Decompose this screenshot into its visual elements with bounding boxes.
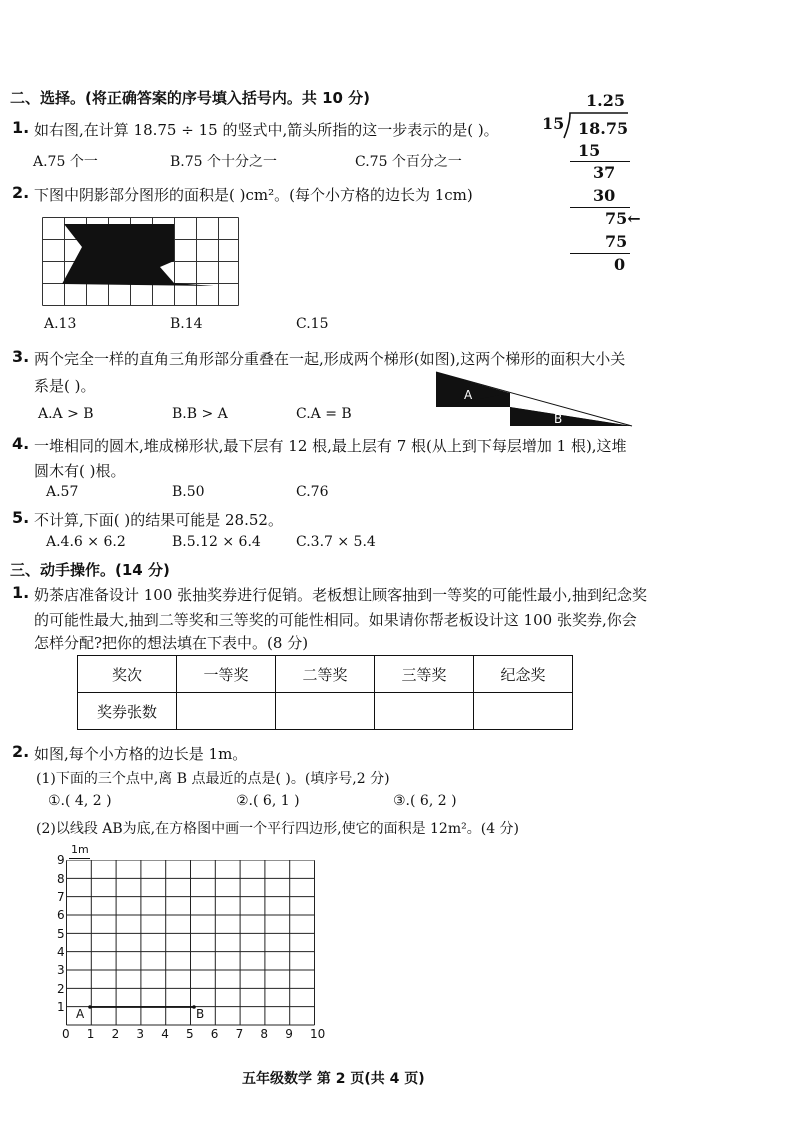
y-tick-label: 2 — [57, 981, 65, 996]
prize-table — [77, 655, 573, 730]
answer-cell-third-prize[interactable] — [375, 693, 474, 730]
s3-q2-sub1-option-1[interactable]: ①.( 4, 2 ) — [48, 793, 112, 809]
table-header-cell: 奖次 — [78, 656, 177, 693]
x-tick-label: 1 — [86, 1027, 95, 1041]
y-tick-label: 9 — [57, 853, 65, 868]
division-divisor: 15 — [542, 114, 565, 133]
division-dividend: 18.75 — [578, 119, 629, 138]
q3-text-line2: 系是( )。 — [34, 377, 96, 395]
s3-q2-number: 2. — [12, 742, 30, 761]
division-remainder: 0 — [614, 255, 626, 274]
y-tick-label: 4 — [57, 945, 65, 959]
x-tick-label: 8 — [260, 1027, 269, 1041]
q2-option-c[interactable]: C.15 — [296, 316, 329, 332]
q4-text-line2: 圆木有( )根。 — [34, 462, 126, 480]
q4-text-line1: 一堆相同的圆木,堆成梯形状,最下层有 12 根,最上层有 7 根(从上到下每层增加 1 根),这堆 — [34, 437, 627, 455]
s3-q2-text: 如图,每个小方格的边长是 1m。 — [34, 745, 248, 763]
s3-q1-number: 1. — [12, 583, 30, 602]
division-rule — [570, 161, 630, 162]
answer-cell-souvenir-prize[interactable] — [474, 693, 573, 730]
q5-number: 5. — [12, 508, 30, 527]
y-tick-label: 7 — [57, 890, 65, 905]
answer-cell-second-prize[interactable] — [276, 693, 375, 730]
x-tick-label: 4 — [161, 1027, 169, 1041]
q4-option-a[interactable]: A.57 — [46, 484, 79, 500]
division-quotient: 1.25 — [586, 91, 625, 110]
q2-shaded-grid — [42, 217, 240, 307]
division-step: 37 — [593, 163, 616, 182]
q3-option-a[interactable]: A.A > B — [38, 406, 94, 422]
q5-text: 不计算,下面( )的结果可能是 28.52。 — [34, 511, 283, 529]
table-header-cell: 纪念奖 — [474, 656, 573, 693]
y-tick-label: 3 — [57, 963, 65, 978]
s3-q2-sub1-option-3[interactable]: ③.( 6, 2 ) — [393, 793, 457, 809]
division-step-arrow: 75← — [605, 209, 641, 228]
q3-option-c[interactable]: C.A = B — [296, 406, 352, 422]
q3-text-line1: 两个完全一样的直角三角形部分重叠在一起,形成两个梯形(如图),这两个梯形的面积大小关 — [34, 350, 626, 368]
division-step: 75 — [605, 232, 628, 251]
page-footer: 五年级数学 第 2 页(共 4 页) — [242, 1071, 425, 1087]
q2-text: 下图中阴影部分图形的面积是( )cm²。(每个小方格的边长为 1cm) — [34, 186, 473, 204]
grid-unit-bar — [69, 858, 90, 859]
coordinate-grid-lines — [66, 860, 318, 1026]
q3-number: 3. — [12, 347, 30, 366]
table-header-cell: 三等奖 — [375, 656, 474, 693]
q3-trapezoid-figure — [432, 370, 638, 430]
x-tick-label: 5 — [186, 1027, 194, 1041]
y-tick-label: 1 — [57, 1000, 65, 1014]
x-tick-label: 0 — [62, 1027, 70, 1041]
answer-cell-first-prize[interactable] — [177, 693, 276, 730]
division-step: 30 — [593, 186, 616, 205]
section-2-title: 二、选择。(将正确答案的序号填入括号内。共 10 分) — [10, 89, 371, 107]
s3-q1-line3: 怎样分配?把你的想法填在下表中。(8 分) — [34, 634, 309, 652]
s3-q1-line2: 的可能性最大,抽到二等奖和三等奖的可能性相同。如果请你帮老板设计这 100 张奖券,你会 — [34, 611, 637, 629]
q3-label-a: A — [464, 388, 473, 402]
x-tick-label: 3 — [136, 1027, 145, 1041]
grid-unit-label: 1m — [71, 843, 89, 856]
q4-option-c[interactable]: C.76 — [296, 484, 329, 500]
q5-option-c[interactable]: C.3.7 × 5.4 — [296, 534, 376, 550]
division-rule — [570, 207, 630, 208]
q2-option-a[interactable]: A.13 — [44, 316, 77, 332]
q1-option-b[interactable]: B.75 个十分之一 — [170, 154, 278, 170]
table-row — [78, 656, 573, 693]
s3-q1-line1: 奶茶店准备设计 100 张抽奖券进行促销。老板想让顾客抽到一等奖的可能性最小,抽到纪念奖 — [34, 586, 647, 604]
q4-option-b[interactable]: B.50 — [172, 484, 205, 500]
q2-number: 2. — [12, 183, 30, 202]
table-header-cell: 二等奖 — [276, 656, 375, 693]
table-row — [78, 693, 573, 730]
q2-option-b[interactable]: B.14 — [170, 316, 203, 332]
x-tick-label: 9 — [285, 1027, 293, 1041]
division-rule — [570, 253, 630, 254]
division-step: 15 — [578, 141, 601, 160]
q1-text: 如右图,在计算 18.75 ÷ 15 的竖式中,箭头所指的这一步表示的是( )。 — [34, 121, 499, 139]
q5-option-a[interactable]: A.4.6 × 6.2 — [46, 534, 126, 550]
q3-label-b: B — [554, 412, 563, 426]
x-tick-label: 7 — [235, 1027, 244, 1041]
q5-option-b[interactable]: B.5.12 × 6.4 — [172, 534, 261, 550]
table-row-label: 奖券张数 — [78, 693, 177, 730]
y-tick-label: 6 — [57, 908, 65, 923]
s3-q2-sub1: (1)下面的三个点中,离 B 点最近的点是( )。(填序号,2 分) — [36, 771, 390, 787]
section-3-title: 三、动手操作。(14 分) — [10, 561, 170, 579]
table-header-cell: 一等奖 — [177, 656, 276, 693]
s3-q2-sub1-option-2[interactable]: ②.( 6, 1 ) — [236, 793, 300, 809]
x-tick-label: 6 — [210, 1027, 219, 1041]
q1-option-a[interactable]: A.75 个一 — [33, 154, 98, 170]
y-tick-label: 5 — [57, 926, 65, 941]
x-tick-label: 10 — [310, 1027, 326, 1041]
point-a-label: A — [76, 1007, 85, 1021]
x-tick-label: 2 — [111, 1027, 120, 1041]
q4-number: 4. — [12, 434, 30, 453]
q1-number: 1. — [12, 118, 30, 137]
y-tick-label: 8 — [57, 871, 65, 886]
s3-q2-sub2: (2)以线段 AB为底,在方格图中画一个平行四边形,使它的面积是 12m²。(4 分) — [36, 821, 520, 837]
q3-option-b[interactable]: B.B > A — [172, 406, 228, 422]
point-b-label: B — [196, 1007, 205, 1021]
q1-option-c[interactable]: C.75 个百分之一 — [355, 154, 462, 170]
